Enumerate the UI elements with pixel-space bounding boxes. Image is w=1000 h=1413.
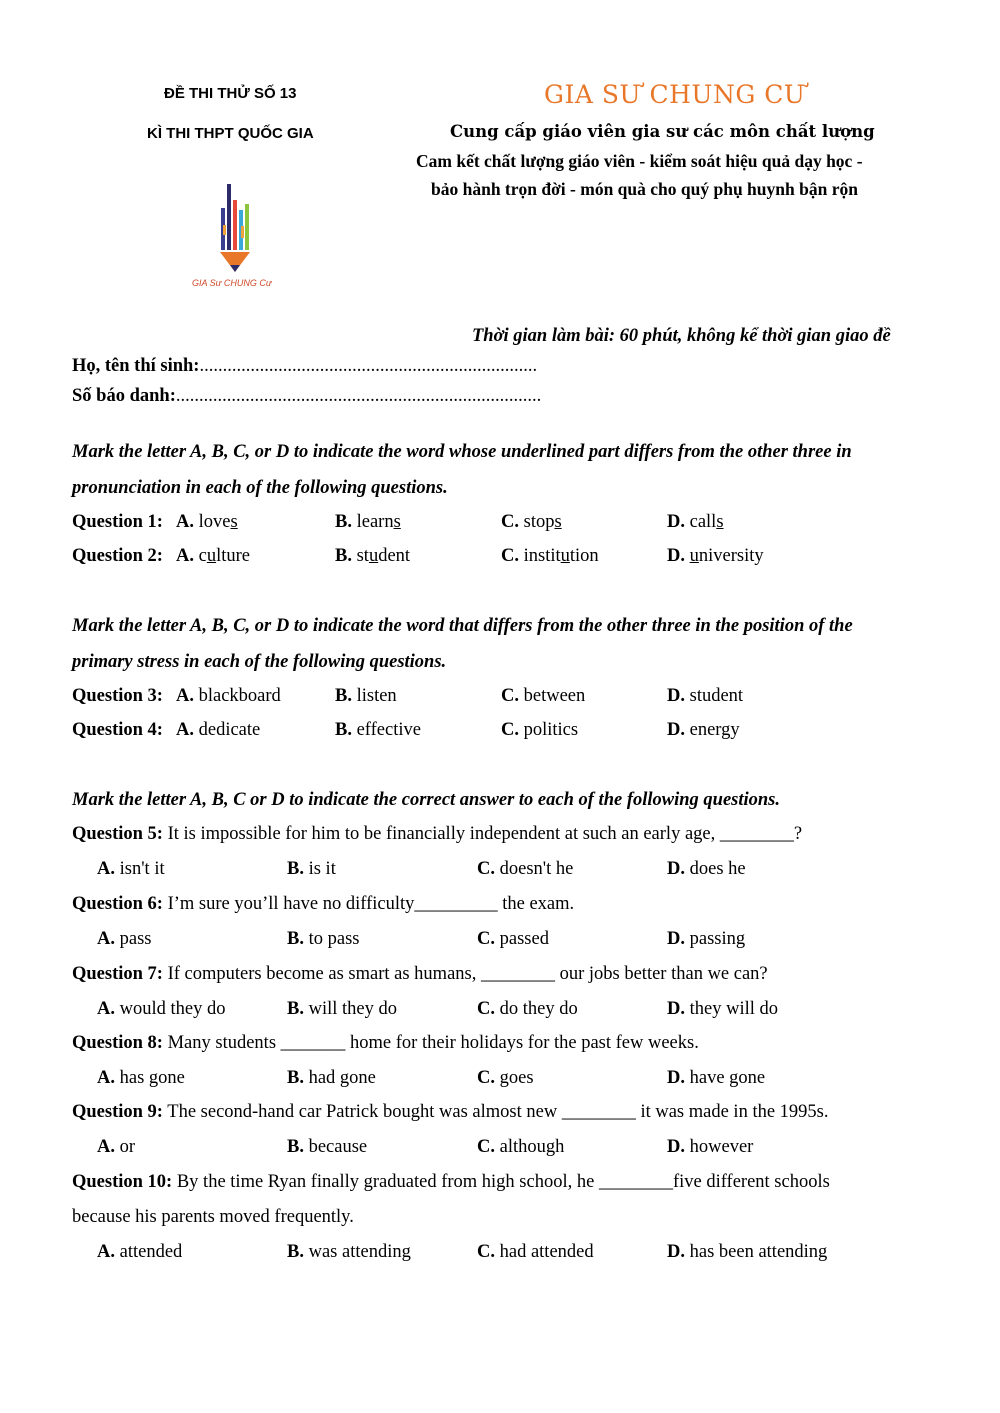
candidate-id-label: Số báo danh: — [72, 386, 176, 406]
option-c[interactable]: C. doesn't he — [477, 859, 574, 879]
option-d[interactable]: D. has been attending — [667, 1242, 828, 1262]
question-label: Question 7: — [72, 964, 163, 984]
question-label: Question 2: — [72, 546, 163, 566]
option-d[interactable]: D. they will do — [667, 999, 779, 1019]
option-a[interactable]: A. would they do — [97, 999, 226, 1019]
option-a[interactable]: A. dedicate — [176, 720, 261, 740]
option-c[interactable]: C. goes — [477, 1068, 534, 1088]
logo — [190, 180, 285, 295]
question-5 — [72, 824, 802, 845]
candidate-id-dots: ............................................................................... — [175, 386, 542, 406]
option-a[interactable]: A. has gone — [97, 1068, 185, 1088]
option-d[interactable]: D. energy — [667, 720, 740, 740]
section-3-instruction: Mark the letter A, B, C or D to indicate the correct answer to each of the following questions. — [72, 790, 780, 810]
option-a[interactable]: A. attended — [97, 1242, 183, 1262]
logo-text: GIA Sư CHUNG Cư — [192, 278, 272, 288]
exam-name: KÌ THI THPT QUỐC GIA — [147, 125, 314, 142]
exam-number: ĐỀ THI THỬ SỐ 13 — [164, 85, 297, 102]
question-label: Question 6: — [72, 894, 163, 914]
option-b[interactable]: B. effective — [335, 720, 421, 740]
option-d[interactable]: D. calls — [667, 512, 724, 532]
candidate-name-label: Họ, tên thí sinh: — [72, 356, 200, 376]
option-a[interactable]: A. culture — [176, 546, 250, 566]
question-text: If computers become as smart as humans, ________ our jobs better than we can? — [167, 964, 768, 984]
option-a[interactable]: A. pass — [97, 929, 152, 949]
option-c[interactable]: C. politics — [501, 720, 579, 740]
question-text: I’m sure you’ll have no difficulty_________ the exam. — [167, 894, 575, 914]
option-c[interactable]: C. do they do — [477, 999, 578, 1019]
option-a[interactable]: A. loves — [176, 512, 238, 532]
question-text: It is impossible for him to be financially independent at such an early age, ________? — [167, 824, 803, 844]
tagline: Cung cấp giáo viên gia sư các môn chất lượng — [450, 122, 875, 141]
question-9 — [72, 1102, 829, 1123]
option-b[interactable]: B. will they do — [287, 999, 397, 1019]
question-8 — [72, 1033, 699, 1054]
option-b[interactable]: B. was attending — [287, 1242, 411, 1262]
option-c[interactable]: C. although — [477, 1137, 565, 1157]
option-c[interactable]: C. had attended — [477, 1242, 594, 1262]
commitment-line-2: bảo hành trọn đời - món quà cho quý phụ huynh bận rộn — [431, 179, 858, 199]
option-d[interactable]: D. does he — [667, 859, 746, 879]
question-10 — [72, 1172, 830, 1193]
question-text: By the time Ryan finally graduated from high school, he ________five different schools — [176, 1172, 830, 1192]
option-d[interactable]: D. student — [667, 686, 744, 706]
option-d[interactable]: D. however — [667, 1137, 754, 1157]
question-1 — [72, 512, 163, 533]
brand-title: GIA SƯ CHUNG CƯ — [544, 80, 806, 109]
question-label: Question 1: — [72, 512, 163, 532]
candidate-id-field — [72, 386, 541, 407]
question-text: Many students _______ home for their holidays for the past few weeks. — [167, 1033, 699, 1053]
option-b[interactable]: B. student — [335, 546, 411, 566]
question-label: Question 3: — [72, 686, 163, 706]
section-2-instruction-line-1: Mark the letter A, B, C, or D to indicate the word that differs from the other three in the position of the — [72, 616, 853, 636]
section-1-instruction-line-2: pronunciation in each of the following questions. — [72, 478, 448, 498]
time-note: Thời gian làm bài: 60 phút, không kể thời gian giao đề — [472, 326, 891, 346]
option-b[interactable]: B. because — [287, 1137, 368, 1157]
question-label: Question 4: — [72, 720, 163, 740]
option-c[interactable]: C. passed — [477, 929, 549, 949]
option-a[interactable]: A. isn't it — [97, 859, 165, 879]
candidate-name-dots: ......................................................................... — [199, 356, 538, 376]
question-7 — [72, 964, 768, 985]
option-b[interactable]: B. listen — [335, 686, 397, 706]
option-b[interactable]: B. learns — [335, 512, 401, 532]
option-a[interactable]: A. blackboard — [176, 686, 281, 706]
question-2 — [72, 546, 163, 567]
question-text: The second-hand car Patrick bought was almost new ________ it was made in the 1995s. — [167, 1102, 829, 1122]
option-d[interactable]: D. university — [667, 546, 764, 566]
section-2-instruction-line-2: primary stress in each of the following questions. — [72, 652, 447, 672]
option-b[interactable]: B. to pass — [287, 929, 360, 949]
question-6 — [72, 894, 574, 915]
option-d[interactable]: D. passing — [667, 929, 746, 949]
option-c[interactable]: C. institution — [501, 546, 599, 566]
commitment-line-1: Cam kết chất lượng giáo viên - kiểm soát hiệu quả dạy học - — [416, 151, 863, 171]
option-c[interactable]: C. stops — [501, 512, 562, 532]
question-label: Question 10: — [72, 1172, 173, 1192]
option-b[interactable]: B. is it — [287, 859, 336, 879]
candidate-name-field — [72, 356, 537, 377]
option-b[interactable]: B. had gone — [287, 1068, 376, 1088]
question-label: Question 5: — [72, 824, 163, 844]
question-4 — [72, 720, 163, 741]
option-a[interactable]: A. or — [97, 1137, 136, 1157]
option-c[interactable]: C. between — [501, 686, 586, 706]
question-label: Question 9: — [72, 1102, 163, 1122]
question-10-continuation: because his parents moved frequently. — [72, 1207, 354, 1227]
question-label: Question 8: — [72, 1033, 163, 1053]
question-3 — [72, 686, 163, 707]
section-1-instruction-line-1: Mark the letter A, B, C, or D to indicate the word whose underlined part differs from the other three in — [72, 442, 852, 462]
option-d[interactable]: D. have gone — [667, 1068, 766, 1088]
